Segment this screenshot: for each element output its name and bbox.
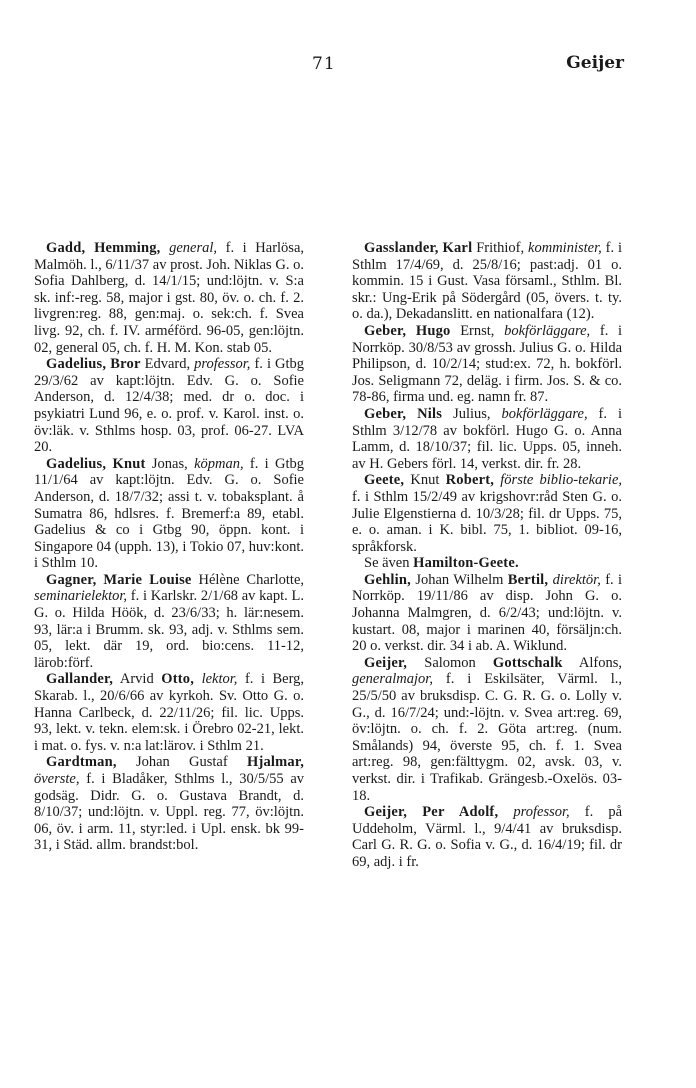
entry-surname: Geijer, xyxy=(364,654,408,671)
entry-surname: Gallander, xyxy=(46,671,114,688)
entry-surname: Geijer, xyxy=(364,804,408,821)
entry-text: f. i Gtbg 29/3/62 av kapt:löjtn. Edv. G. o. Sofie Anderson, d. 12/4/38; med. dr o. doc. i psykiatri Lund 96, e. o. prof. v. Karol. inst. o. öv:läk. v. Sthlms hosp. 03, prof. 06-27. LVA 20. xyxy=(34,356,304,456)
entry xyxy=(34,671,304,754)
entry-given-name: Frithiof, xyxy=(476,240,525,256)
entry-given-name: Salomon xyxy=(424,654,476,671)
entry xyxy=(352,323,622,406)
entry-text: f. i Sthlm 15/2/49 av krigshovr:råd Sten G. o. Julie Elgenstierna d. 10/3/28; fil. dr Upps. 75, e. o. aman. i K. bibl. 75, 1. bibliot. 09-16, språkforsk. xyxy=(352,488,622,555)
entry-title: lektor, xyxy=(201,671,238,688)
entry-text: f. i Harlösa, Malmöh. l., 6/11/37 av prost. Joh. Niklas G. o. Sofia Dahlberg, d. 14/1/15; und:löjtn. v. S:a sk. inf:-reg. 58, major i gst. 80, öv. o. ch. f. 2. livgren:reg. 88, gen:maj. o. sek:ch. f. Svea livg. 92, ch. f. IV. arméförd. 96-05, gen:löjtn. 02, general 05, ch. f. H. M. Kon. stab 05. xyxy=(34,240,305,356)
entry xyxy=(352,804,622,870)
entry-given-name: Arvid xyxy=(119,671,154,688)
entry-title: bokförläggare, xyxy=(501,405,588,422)
entry-title: överste, xyxy=(34,771,80,787)
entry-text: f. i Karlskr. 2/1/68 av kapt. L. G. o. Hilda Höök, d. 23/6/33; h. lär:nesem. 93, lär:a i Brumm. sk. 93, adj. v. Sthlms sem. 05, lekt. där 19, ord. bio:cens. 11-12, lärob:förf. xyxy=(34,588,304,671)
entry-given-name: Alfons, xyxy=(578,654,623,671)
entry-given-name: Johan Gustaf xyxy=(135,754,228,771)
entry-title: seminarielektor, xyxy=(34,588,128,605)
entry-surname: Geber, xyxy=(364,405,407,422)
entry-title: professor, xyxy=(513,804,570,821)
entry-given-name: Knut xyxy=(410,472,440,489)
entry-surname: Gasslander, xyxy=(364,240,439,256)
entry-given-name: Gottschalk xyxy=(492,654,563,671)
entry-surname: Gagner, xyxy=(46,571,97,588)
entry-given-name: Robert, xyxy=(445,472,495,489)
entry-surname: Gardtman, xyxy=(46,754,117,771)
entry xyxy=(34,356,304,456)
entry xyxy=(34,754,304,854)
entry-given-name: Bertil, xyxy=(507,571,549,588)
entry-surname: Geete, xyxy=(364,472,405,489)
entry-surname: Gadelius, xyxy=(46,455,107,472)
cross-reference-target: Hamilton-Geete. xyxy=(413,555,519,572)
entry-given-name: Nils xyxy=(417,405,443,422)
entry-given-name: Johan Wilhelm xyxy=(415,571,504,588)
entry xyxy=(352,572,622,655)
entry-surname: Geber, xyxy=(364,322,407,339)
entry xyxy=(352,655,622,804)
page-number: 71 xyxy=(312,54,336,74)
entry-given-name: Marie Louise xyxy=(103,571,192,588)
entry-surname: Gadd, Hemming, xyxy=(46,240,161,256)
entry-text: f. i Norrköp. 30/8/53 av grossh. Julius G. o. Hilda Philipson, d. 10/2/14; stud:ex. 72, h. bokförl. Jos. Seligmann 72, deläg. i firm. Jos. S. & co. 78-86, firma und. eg. namn fr. 87. xyxy=(352,322,623,406)
entry-text: f. i Sthlm 3/12/78 av bokförl. Hugo G. o. Anna Lamm, d. 18/10/37; fil. lic. Upps. 05, inneh. av H. Gebers förl. 14, verkst. dir. fr. 28. xyxy=(352,405,622,472)
entry xyxy=(352,555,622,572)
entry-given-name: Per Adolf, xyxy=(422,804,499,821)
entry-title: komminister, xyxy=(528,240,602,256)
entry-title: general, xyxy=(169,240,218,256)
left-column xyxy=(34,240,304,854)
entry-text: f. i Bladåker, Sthlms l., 30/5/55 av godsäg. Didr. G. o. Gustava Brandt, d. 8/10/37; und:löjtn. v. Uppl. reg. 77, öv:löjtn. 06, öv. i arm. 11, styr:led. i Upl. ensk. bk 99-31, i Städ. allm. brandst:bol. xyxy=(34,771,305,854)
entry-text: f. i Sthlm 17/4/69, d. 25/8/16; past:adj. 01 o. kommin. 15 i Gust. Vasa församl., Sthlm. Bl. skr.: Ung-Erik på Södergård (05, övers. t. ty. o. da.), Dekadanslitt. en nationalfara (12). xyxy=(352,240,623,323)
entry-given-name: Bror xyxy=(110,356,141,373)
entry-text: f. i Norrköp. 19/11/86 av disp. John G. o. Johanna Malmgren, d. 6/2/43; und:löjtn. v. kustart. 08, major i marinen 40, försäljn:ch. 20 o. verkst. dir. 34 i ab. A. Wiklund. xyxy=(352,571,623,655)
entry-given-name: Hélène Charlotte, xyxy=(198,571,305,588)
entry-given-name: Otto, xyxy=(161,671,195,688)
entry xyxy=(352,240,622,323)
entry xyxy=(352,406,622,472)
entry xyxy=(34,240,304,356)
entry-surname: Gehlin, xyxy=(364,571,411,588)
entry xyxy=(352,472,622,555)
entry-title: köpman, xyxy=(194,455,244,472)
entry-title: direktör, xyxy=(552,571,601,588)
entry-text: f. i Gtbg 11/1/64 av kapt:löjtn. Edv. G. o. Sofie Anderson, d. 18/7/32; assi t. v. tobaksplant. å Sumatra 86, hdlsres. f. Bremerf:a 89, etabl. Gadelius & co i Gtbg 90, öppn. kont. i Singapore 04 (upph. 13), i Tokio 07, huv:kont. i Sthlm 10. xyxy=(34,455,305,572)
entry-given-name: Jonas, xyxy=(151,455,188,472)
entry-title: generalmajor, xyxy=(352,671,433,688)
entry xyxy=(34,456,304,572)
entry-title: bokförläggare, xyxy=(504,322,591,339)
right-column xyxy=(352,240,622,871)
cross-reference-label: Se även xyxy=(364,555,410,572)
entry-given-name: Hjalmar, xyxy=(246,754,305,771)
running-head: Geijer xyxy=(566,53,624,73)
entry-given-name: Karl xyxy=(442,240,473,256)
entry-given-name: Knut xyxy=(112,455,146,472)
entry-text: f. i Eskilsäter, Värml. l., 25/5/50 av bruksdisp. C. G. R. G. o. Lolly v. G., d. 16/7/24; und:-löjtn. v. Svea art:reg. 69, öv:löjtn. o. ch. f. 2. Göta art:reg. (num. Smålands) 94, överste 95, ch. f. 1. Svea art:reg. 98, gen:fälttygm. 02, avsk. 03, v. verkst. dir. i Trafikab. Grängesb.-Oxelös. 03-18. xyxy=(352,671,623,804)
entry-surname: Gadelius, xyxy=(46,356,107,373)
entry-text: f. i Berg, Skarab. l., 20/6/66 av kyrkoh. Sv. Otto G. o. Hanna Carlbeck, d. 22/11/26; fil. lic. Upps. 93, lekt. v. tekn. elem:sk. i Örebro 02-21, lekt. i mat. o. fys. v. n:a lat:lärov. i Sthlm 21. xyxy=(34,671,305,754)
entry-given-name: Edvard, xyxy=(144,356,191,373)
entry-text: f. på Uddeholm, Värml. l., 9/4/41 av bruksdisp. Carl G. R. G. o. Sofia v. G., d. 16/4/19; fil. dr 69, adj. i fr. xyxy=(352,804,623,870)
entry xyxy=(34,572,304,672)
entry-given-name: Ernst, xyxy=(460,322,495,339)
entry-title: förste biblio-tekarie, xyxy=(500,472,623,489)
entry-given-name: Hugo xyxy=(415,322,451,339)
entry-given-name: Julius, xyxy=(453,405,491,422)
entry-title: professor, xyxy=(194,356,251,373)
